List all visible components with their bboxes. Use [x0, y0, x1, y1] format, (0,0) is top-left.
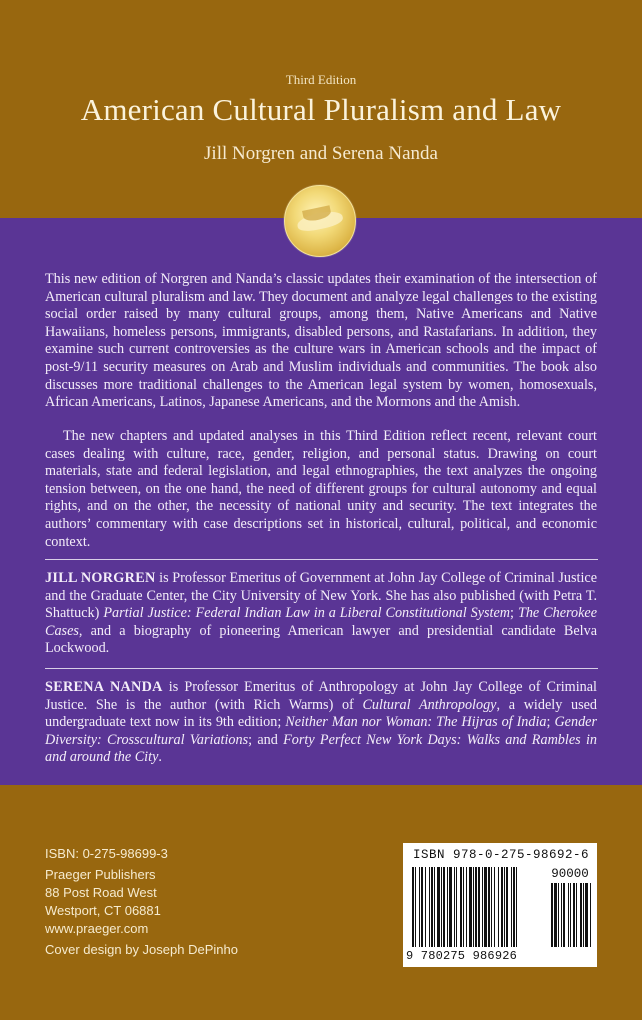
description-paragraph-1: This new edition of Norgren and Nanda’s classic updates their examination of the intersection of American cultural pluralism and law. They document and analyze legal challenges to the existing social order raised by many cultural groups, among them, Native Americans and Native Hawaiians, homeless persons, immigrants, disabled persons, and Rastafarians. In addition, they examine such current controversies as the culture wars in American schools and the impact of post-9/11 security measures on Arab and Muslim individuals and communities. The book also discusses more traditional challenges to the American legal system by women, homosexuals, African Americans, Latinos, Japanese Americans, and the Mormons and the Amish. [45, 271, 597, 411]
barcode-addon-bar [570, 883, 571, 947]
book-reference: The Cherokee Cases [45, 605, 597, 639]
barcode-bar [501, 867, 503, 947]
barcode-bar [463, 867, 464, 947]
barcode-bar [421, 867, 423, 947]
barcode-bar [498, 867, 499, 947]
barcode-bar [511, 867, 512, 947]
barcode-bar [412, 867, 414, 947]
bio-text: , a widely used undergraduate text now in its 9th edition; [45, 696, 597, 731]
edition-label: Third Edition [285, 72, 357, 87]
barcode-bar [441, 867, 442, 947]
book-authors: Jill Norgren and Serena Nanda [204, 143, 438, 164]
barcode-bar [456, 867, 457, 947]
book-title: American Cultural Pluralism and Law [80, 92, 562, 127]
barcode-addon-bar [563, 883, 565, 947]
barcode-bar [437, 867, 440, 947]
barcode-addon-bar [580, 883, 582, 947]
divider-line [45, 668, 598, 669]
barcode-addon-bar [585, 883, 588, 947]
barcode-addon-bar [583, 883, 584, 947]
barcode-bars [411, 867, 593, 949]
isbn-barcode [403, 843, 597, 967]
publisher-address-line-1: 88 Post Road West [45, 885, 157, 900]
barcode-bar [429, 867, 430, 947]
bio-text: , and a biography of pioneering American lawyer and presidential candidate Belva Lockwood. [45, 622, 597, 657]
bio-text: is Professor Emeritus of Government at John Jay College of Criminal Justice and the Graduate Center, the City University of New York. She has also published (with Petra T. Shattuck) [45, 570, 598, 622]
author-bio-norgren [45, 570, 597, 658]
barcode-bar [484, 867, 487, 947]
barcode-bar [482, 867, 483, 947]
barcode-bar [494, 867, 495, 947]
bio-text: ; and [248, 731, 284, 748]
isbn-text: ISBN: 0-275-98699-3 [45, 846, 168, 861]
description-paragraph-2: The new chapters and updated analyses in this Third Edition reflect recent, relevant court cases dealing with culture, race, gender, religion, and personal status. Drawing on court materials, state and federal legislation, and legal ethnographies, the text analyzes the ongoing tension between, on the one hand, the need of different groups for cultural autonomy and equal rights, and on the other, the necessity of national unity and security. The text integrates the authors’ commentary with case descriptions set in historical, cultural, political, and economic context. [45, 428, 597, 550]
book-reference: Forty Perfect New York Days: Walks and Rambles in and around the City [45, 731, 597, 766]
barcode-digits: 9 780275 986926 [406, 949, 518, 963]
barcode-isbn-label: ISBN 978-0-275-98692-6 [412, 848, 590, 862]
barcode-bar [431, 867, 433, 947]
bio-text: . [158, 749, 162, 766]
barcode-bar [447, 867, 448, 947]
divider-line [45, 559, 598, 560]
barcode-bar [454, 867, 455, 947]
barcode-bar [460, 867, 462, 947]
barcode-bar [478, 867, 480, 947]
barcode-addon-bar [551, 883, 553, 947]
golden-hand-medallion-icon [284, 185, 356, 257]
book-reference: Neither Man nor Woman: The Hijras of India [285, 714, 547, 731]
barcode-bar [491, 867, 492, 947]
author-bio-nanda [45, 679, 597, 767]
barcode-bar [419, 867, 420, 947]
barcode-bar [475, 867, 477, 947]
barcode-bar [443, 867, 445, 947]
barcode-addon-bar [554, 883, 557, 947]
barcode-bar [488, 867, 490, 947]
author-name: JILL NORGREN [45, 570, 156, 586]
cover-design-credit: Cover design by Joseph DePinho [45, 942, 238, 957]
barcode-addon-bar [561, 883, 562, 947]
barcode-bar [434, 867, 435, 947]
barcode-bar [466, 867, 467, 947]
barcode-addon-number: 90000 [551, 867, 589, 881]
book-reference: Cultural Anthropology [362, 696, 497, 713]
barcode-addon-bar [568, 883, 569, 947]
barcode-bar [473, 867, 474, 947]
barcode-addon-bar [590, 883, 591, 947]
barcode-addon-bar [558, 883, 559, 947]
bio-text: ; [546, 714, 555, 731]
barcode-bar [449, 867, 452, 947]
barcode-addon-bar [576, 883, 577, 947]
barcode-bar [415, 867, 416, 947]
author-name: SERENA NANDA [45, 679, 163, 695]
barcode-bar [469, 867, 472, 947]
barcode-bar [516, 867, 517, 947]
bio-text: ; [510, 605, 518, 622]
bio-text: is Professor Emeritus of Anthropology at John Jay College of Criminal Justice. She is the author (with Rich Warms) of [45, 679, 597, 713]
barcode-bar [506, 867, 508, 947]
book-reference: Partial Justice: Federal Indian Law in a Liberal Constitutional System [103, 605, 511, 622]
publisher-url: www.praeger.com [45, 921, 149, 936]
barcode-bar [513, 867, 515, 947]
barcode-bar [425, 867, 426, 947]
barcode-bar [504, 867, 505, 947]
publisher-address-line-2: Westport, CT 06881 [45, 903, 161, 918]
barcode-addon-bar [573, 883, 575, 947]
publisher-name: Praeger Publishers [45, 867, 156, 882]
book-reference: Gender Diversity: Crosscultural Variations [45, 714, 597, 748]
